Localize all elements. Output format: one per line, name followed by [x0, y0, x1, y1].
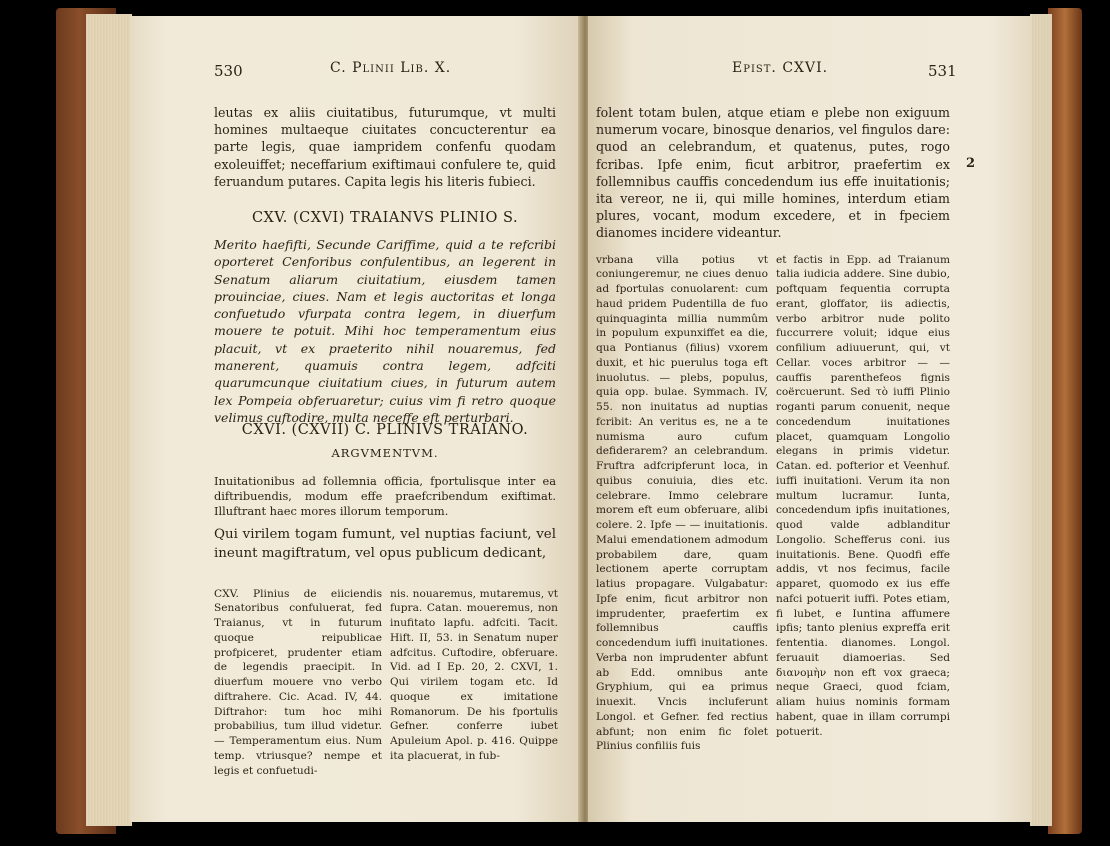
running-head: Epist. CXVI.: [732, 60, 829, 76]
letter-116-paragraph: Qui virilem togam fumunt, vel nuptias faciunt, vel ineunt magiftratum, vel opus publicum dedicant,: [214, 527, 556, 561]
argumentum-text: [214, 463, 556, 530]
letter-115-body: [214, 236, 556, 426]
letter-116-paragraph: folent totam bulen, atque etiam e plebe non exiguum numerum vocare, binosque denarios, vel fingulos dare: quod an celebrandum, et quatenus, putes, rogo fcribas. Ipfe enim, ficut arbitror, praefertim ex follemnibus cauffis concedendum ius effe inuitationis; ita vereor, ne ii, qui mille homines, interdum etiam plures, vocant, modum excedere, et in fpeciem dianomes incidere videantur.: [596, 105, 950, 241]
letter-heading-116: CXVI. (CXVII) C. PLINIVS TRAIANO.: [241, 422, 529, 438]
running-head: C. Plinii Lib. X.: [330, 60, 452, 76]
letter-116-continued: [596, 104, 950, 242]
commentary-paragraph: nis. nouaremus, mutaremus, vt fupra. Catan. moueremus, non inufitato lapfu. adfciti. Tacit. Hift. II, 53. in Senatum nuper adfcitus. Cuftodire, obferuare. Vid. ad I Ep. 20, 2. CXVI, 1. Qui virilem togam etc. Id quoque ex imitatione Romanorum. De his fportulis Gefner. conferre iubet Apuleium Apol. p. 416. Quippe ita placuerat, in fub-: [390, 587, 558, 762]
commentary-column-2: [390, 576, 558, 774]
book-cover-right: [1048, 8, 1082, 834]
page-edges-right: [1030, 14, 1052, 826]
letter-116-start: [214, 525, 556, 563]
margin-section-number: 2: [966, 156, 976, 171]
letter-115-paragraph: Merito haefifti, Secunde Cariffime, quid a te refcribi oporteret Cenforibus confulentibus, an legerent in Senatum aliarum ciuitatium, eiusdem tamen prouinciae, ciues. Nam et legis auctoritas et longa confuetudo vfurpata contra legem, in diuerfum mouere te potuit. Mihi hoc temperamentum eius placuit, vt ex praeterito nihil nouaremus, fed manerent, quamuis contra legem, adfciti quarumcunque ciuitatium ciues, in futurum autem lex Pompeia obferuaretur; cuius vim fi retro quoque velimus cuftodire, multa neceffe eft perturbari.: [214, 237, 556, 425]
commentary-paragraph: vrbana villa potius vt coniungeremur, ne ciues denuo ad fportulas conuolarent: cum haud pridem Pudentilla de fuo quinquaginta millia nummûm in populum expunxiffet ea die, qua Pontianus (filius) vxorem duxit, et hic puerulus toga eft inuolutus. — plebs, populus, quia opp. bulae. Symmach. IV, 55. non inuitatus ad nuptias fcribit: An veritus es, ne a te numisma auro cufum defiderarem? an celebrandum. Fruftra adfcripferunt loca, in quibus conuiuia, dies etc. celebrare. Immo celebrare morem eft eum obferuare, alibi colere. 2. Ipfe — — inuitationis. Malui emendationem admodum probabilem dare, quam lectionem aperte corruptam latius propagare. Vulgabatur: Ipfe enim, ficut arbitror non imprudenter, praefertim ex follemnibus cauffis concedendum iuffi inuitationes. Verba non imprudenter abfunt ab Edd. omnibus ante Gryphium, qui ea primus inuexit. Vncis incluferunt Longol. et Gefner. fed rectius abfunt; non enim fic folet Plinius confiliis fuis: [596, 253, 768, 753]
page-number: 531: [928, 62, 957, 80]
argumentum-title: ARGVMENTVM.: [331, 446, 439, 460]
intro-paragraph: leutas ex aliis ciuitatibus, futurumque, vt multi homines multaeque ciuitates concucterentur ea parte legis, quae iampridem confenfu quodam exoleuiffet; neceffarium exiftimaui confulere te, quid feruandum putares. Capita legis his literis fubieci.: [214, 105, 556, 189]
page-number: 530: [214, 62, 243, 80]
commentary-paragraph: et factis in Epp. ad Traianum talia iudicia addere. Sine dubio, poftquam fequentia corrupta erant, gloffator, iis adiectis, verbo arbitror nude polito fuccurrere voluit; idque eius confilium adiuuerunt, qui, vt Cellar. voces arbitror — — cauffis parenthefeos fignis coërcuerunt. Sed τὸ iuffi Plinio roganti parum conuenit, neque concedendum inuitationes placet, quamquam Longolio elegans in primis videtur. Catan. ed. pofterior et Veenhuf. iuffi inuitationi. Verum ita non multum lucramur. Iunta, concedendum ipfis inuitationes, quod valde adblanditur Longolio. Schefferus coni. ius inuitationis. Bene. Quodfi effe addis, vt nos fecimus, facile apparet, quomodo ex ius effe nafci potuerit iuffi. Potes etiam, fi lubet, e Iuntina affumere ipfis; tanto plenius expreffa erit fententia. dianomes. Longol. feruauit diamoerias. Sed διανομὴν non eft vox graeca; neque Graeci, quod fciam, aliam huius nominis formam habent, quae in illam corrumpi potuerit.: [776, 253, 950, 738]
commentary-column-1: [214, 576, 382, 789]
commentary-column-2: [776, 242, 950, 750]
left-page: [130, 16, 582, 822]
right-page: [588, 16, 1032, 822]
intro-text: [214, 104, 556, 190]
page-edges-left: [86, 14, 132, 826]
letter-heading-115: CXV. (CXVI) TRAIANVS PLINIO S.: [251, 210, 519, 226]
argumentum-paragraph: Inuitationibus ad follemnia officia, fportulisque inter ea diftribuendis, modum effe praefcribendum exiftimat. Illuftrant haec mores illorum temporum.: [214, 474, 556, 518]
commentary-column-1: [596, 242, 768, 765]
commentary-paragraph: CXV. Plinius de eiiciendis Senatoribus confuluerat, fed Traianus, vt in futurum quoque reipublicae profpiceret, prudenter etiam de legendis praecipit. In diuerfum mouere vno verbo diftrahere. Cic. Acad. IV, 44. Diftrahor: tum hoc mihi probabilius, tum illud videtur. — Temperamentum eius. Num temp. vtriusque? nempe et legis et confuetudi-: [214, 587, 382, 777]
